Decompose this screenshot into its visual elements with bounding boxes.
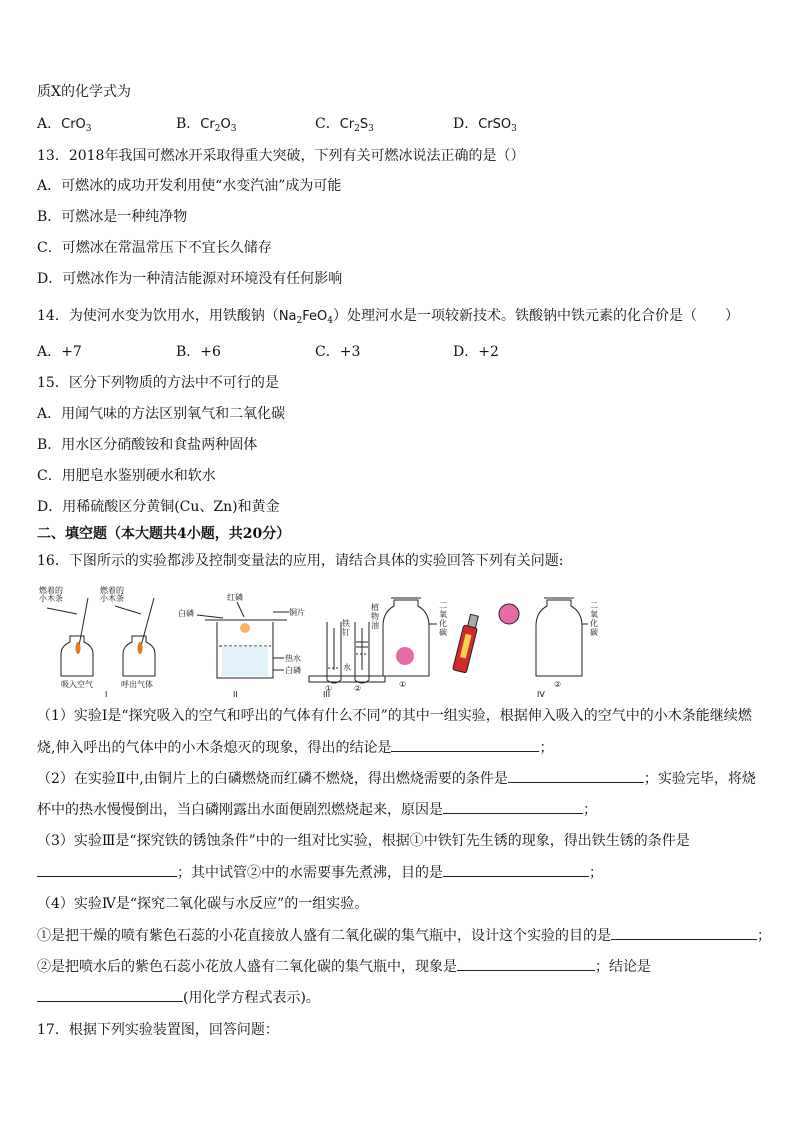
q13-option-a: A．可燃冰的成功开发利用使“水变汽油”成为可能 [37, 178, 342, 194]
exp1-bottom-left: 吸入空气 [61, 680, 93, 689]
spray-bottle-icon [453, 614, 479, 673]
answer-blank-3[interactable] [443, 799, 583, 814]
section-title: 二、填空题（本大题共4小题，共20分） [37, 526, 291, 542]
exp3-numeral: III [323, 690, 331, 699]
q15-option-c: C．用肥皂水鉴别硬水和软水 [37, 468, 216, 484]
exp2-white-phosphorus-top: 白磷 [178, 609, 194, 618]
exp3-tube1: ① [325, 684, 333, 693]
q13-option-b: B．可燃冰是一种纯净物 [37, 209, 188, 225]
exp2-red-phosphorus: 红磷 [227, 593, 243, 602]
q12-option-c: C．$Cr_2S_3$ [315, 116, 374, 134]
q12-stem-tail: 质X的化学式为 [37, 84, 131, 100]
exp4-co2-left: 二氧化碳 [439, 601, 447, 637]
exp1-bottom-right: 呼出气体 [121, 680, 153, 689]
exp3-water: 水 [343, 663, 351, 672]
exp4-bottle2: ② [554, 680, 562, 689]
q16-part4-line1: （4）实验Ⅳ是“探究二氧化碳与水反应”的一组实验。 [37, 896, 369, 912]
flower-icon [499, 604, 519, 624]
answer-blank-2[interactable] [508, 768, 644, 783]
q15-stem: 15．区分下列物质的方法中不可行的是 [37, 375, 279, 391]
exp2-hot-water: 热水 [285, 654, 301, 663]
q14-stem: 14．为使河水变为饮用水，用铁酸钠$(Na_2FeO_4)$处理河水是一项较新技术。铁酸钠中铁元素的化合价是（ ） [37, 308, 739, 326]
answer-blank-8[interactable] [37, 987, 183, 1002]
exp1-right-label: 燃着的小木条 [100, 586, 124, 603]
exp3-nail: 铁钉 [342, 619, 350, 637]
q16-part2-line2: 杯中的热水慢慢倒出，当白磷刚露出水面便剧烈燃烧起来，原因是 ； [37, 799, 597, 820]
q16-stem: 16．下图所示的实验都涉及控制变量法的应用，请结合具体的实验回答下列有关问题: [37, 553, 564, 569]
exp4-bottle1: ① [399, 680, 407, 689]
q16-part2-line1: （2）在实验Ⅱ中,由铜片上的白磷燃烧而红磷不燃烧，得出燃烧需要的条件是 ；实验完毕，将烧 [37, 768, 756, 789]
q16-part3-line1: （3）实验Ⅲ是“探究铁的锈蚀条件”中的一组对比实验，根据①中铁钉先生锈的现象，得出铁生锈的条件是 [37, 833, 690, 849]
q13-stem: 13．2018年我国可燃冰开采取得重大突破，下列有关可燃冰说法正确的是（） [37, 148, 525, 164]
flame-icon [76, 642, 81, 654]
q12-option-a: A．CrO$_3$ [37, 116, 92, 134]
answer-blank-7[interactable] [457, 956, 595, 971]
q12-option-d: D．CrSO$_3$ [453, 116, 517, 134]
q14-option-b: B．+6 [176, 344, 221, 360]
exp2-numeral: II [233, 690, 238, 699]
answer-blank-6[interactable] [611, 925, 757, 940]
answer-blank-5[interactable] [443, 862, 589, 877]
q16-part3-line2: ；其中试管②中的水需要事先煮沸，目的是 ； [37, 862, 603, 883]
q15-option-a: A．用闻气味的方法区别氧气和二氧化碳 [37, 406, 286, 422]
q15-option-b: B．用水区分硝酸铵和食盐两种固体 [37, 437, 258, 453]
exp3-oil: 植物油 [371, 603, 379, 630]
exp3-tube2: ② [354, 684, 362, 693]
q12-option-b: B．$Cr_2O_3$ [176, 116, 237, 134]
exp1-left-label: 燃着的小木条 [39, 586, 63, 603]
exp4-numeral: IV [537, 690, 545, 699]
q14-option-c: C．+3 [315, 344, 361, 360]
q16-part1-line1: （1）实验Ⅰ是“探究吸入的空气和呼出的气体有什么不同”的其中一组实验，根据伸入吸入的空气中的小木条能继续燃 [37, 708, 752, 724]
q14-option-a: A．+7 [37, 344, 82, 360]
q16-part4-line2: ①是把干燥的喷有紫色石蕊的小花直接放人盛有二氧化碳的集气瓶中，设计这个实验的目的是 ； [37, 925, 771, 946]
q15-option-d: D．用稀硫酸区分黄铜(Cu、Zn)和黄金 [37, 499, 280, 515]
flower-icon [396, 647, 414, 665]
exp2-copper: 铜片 [289, 608, 305, 617]
q17-stem: 17．根据下列实验装置图，回答问题： [37, 1022, 279, 1038]
answer-blank-1[interactable] [391, 737, 539, 752]
answer-blank-4[interactable] [37, 862, 177, 877]
q16-part1-line2: 烧,伸入呼出的气体中的小木条熄灭的现象，得出的结论是 ； [37, 737, 553, 758]
experiment-figure [37, 584, 598, 699]
flame-icon [138, 642, 143, 654]
exp1-bottles [47, 598, 155, 676]
q14-option-d: D．+2 [453, 344, 499, 360]
exp4-co2-right: 二氧化碳 [590, 601, 598, 637]
exp2-white-phosphorus-bottom: 白磷 [285, 666, 301, 675]
q16-part4-line4: (用化学方程式表示)。 [37, 987, 320, 1008]
exp4-bottles [383, 598, 588, 676]
q13-option-d: D．可燃冰作为一种清洁能源对环境没有任何影响 [37, 271, 343, 287]
exp1-numeral: I [105, 690, 108, 699]
q16-part4-line3: ②是把喷水后的紫色石蕊小花放人盛有二氧化碳的集气瓶中，现象是 ；结论是 [37, 956, 651, 977]
q13-option-c: C．可燃冰在常温常压下不宜长久储存 [37, 240, 272, 256]
flame-icon [240, 623, 250, 633]
